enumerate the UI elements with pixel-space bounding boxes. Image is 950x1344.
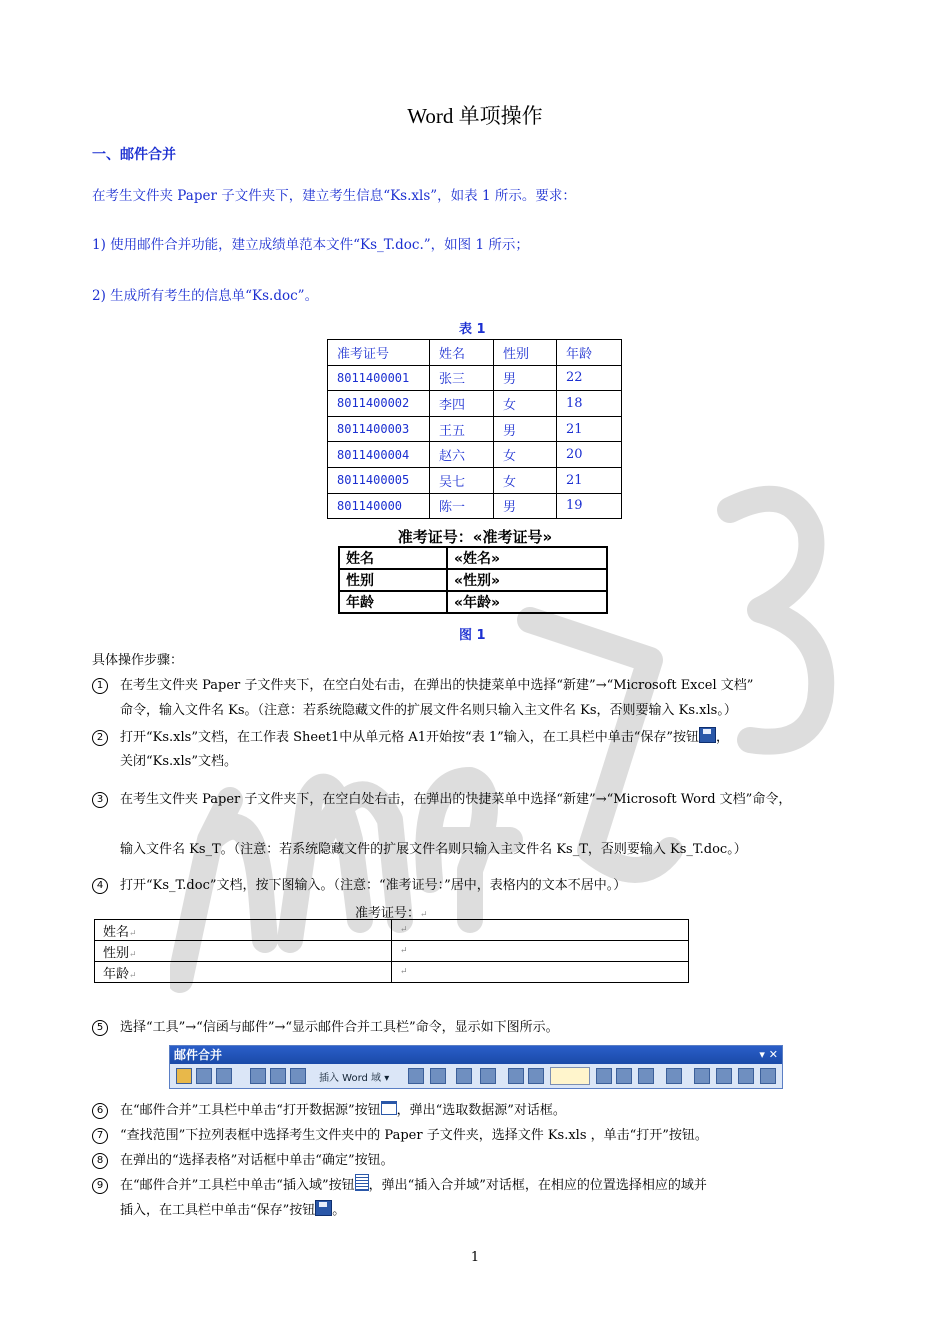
table-cell	[95, 920, 392, 941]
toolbar-title: 邮件合并	[174, 1048, 223, 1062]
step-2-continued: 关闭“Ks.xls”文档。	[120, 754, 237, 769]
table-cell: 吴七	[430, 467, 494, 493]
recipients-icon	[216, 1068, 232, 1084]
page-title: Word 单项操作	[407, 104, 543, 128]
table-cell: «年龄»	[447, 591, 607, 613]
table1-caption: 表 1	[459, 322, 486, 337]
step-2	[92, 726, 729, 746]
intro-text: 在考生文件夹 Paper 子文件夹下，建立考生信息“Ks.xls”，如表 1 所示。要求：	[92, 188, 576, 204]
table-cell: ↵	[392, 962, 689, 983]
table-cell: 女	[494, 442, 557, 468]
table-cell: 8011400002	[328, 391, 430, 417]
step-8	[92, 1149, 394, 1169]
table-header-row	[328, 340, 622, 366]
table-cell: ↵	[392, 941, 689, 962]
open-data-source-icon	[381, 1101, 397, 1115]
paragraph-mark: ↵	[129, 928, 137, 939]
step-text: 在考生文件夹 Paper 子文件夹下，在空白处右击，在弹出的快捷菜单中选择“新建”→“Microsoft Word 文档”命令，	[120, 792, 792, 807]
step-3-continued: 输入文件名 Ks_T。（注意：若系统隐藏文件的扩展文件名则只输入主文件名 Ks_T，否则要输入 Ks_T.doc。）	[120, 842, 747, 857]
table-row	[339, 591, 607, 613]
figure1-template-table	[338, 546, 608, 614]
table-header-cell: 性别	[494, 340, 557, 366]
table-row	[328, 442, 622, 468]
cell-text: 年龄	[103, 966, 130, 982]
step-9-continued	[120, 1199, 345, 1218]
table-cell: 女	[494, 391, 557, 417]
table-cell: 21	[557, 416, 622, 442]
table-header-cell: 年龄	[557, 340, 622, 366]
step-number: 9	[92, 1178, 108, 1194]
step-text-end: ，	[716, 730, 730, 745]
heading-text: 准考证号：	[355, 906, 421, 921]
table-cell	[95, 962, 392, 983]
view-merged-data-icon	[408, 1068, 424, 1084]
step-number: 1	[92, 678, 108, 694]
table-cell: 22	[557, 365, 622, 391]
toolbar-titlebar	[170, 1046, 782, 1064]
table-row	[95, 962, 689, 983]
table-cell: 21	[557, 467, 622, 493]
page-number: 1	[470, 1250, 480, 1265]
step-number: 8	[92, 1153, 108, 1169]
table-cell: 8011400004	[328, 442, 430, 468]
step-text: 在弹出的“选择表格”对话框中单击“确定”按钮。	[120, 1153, 394, 1168]
table-cell: 18	[557, 391, 622, 417]
toolbar-controls: ▾ ✕	[759, 1048, 778, 1061]
step-1-continued: 命令，输入文件名 Ks。（注意：若系统隐藏文件的扩展文件名则只输入主文件名 Ks，否则要输入 Ks.xls。）	[120, 703, 737, 718]
previous-record-icon	[528, 1068, 544, 1084]
table-row	[95, 941, 689, 962]
table-cell: 陈一	[430, 493, 494, 519]
step-1	[92, 674, 753, 694]
table-header-cell: 姓名	[430, 340, 494, 366]
figure1-caption: 图 1	[459, 628, 486, 643]
step-number: 3	[92, 792, 108, 808]
insert-merge-fields-icon	[290, 1068, 306, 1084]
step-9	[92, 1174, 707, 1194]
step-text-end: ，弹出“选取数据源”对话框。	[396, 1103, 566, 1118]
table-cell: 李四	[430, 391, 494, 417]
section-heading: 一、邮件合并	[92, 147, 176, 163]
requirement-1: 1) 使用邮件合并功能，建立成绩单范本文件“Ks_T.doc.”，如图 1 所示；	[92, 237, 529, 253]
find-entry-icon	[638, 1068, 654, 1084]
step-text-end: ，弹出“插入合并域”对话框，在相应的位置选择相应的域并	[368, 1178, 707, 1193]
student-info-table	[327, 339, 622, 519]
step-text: 选择“工具”→“信函与邮件”→“显示邮件合并工具栏”命令，显示如下图所示。	[120, 1020, 559, 1035]
table-header-cell: 准考证号	[328, 340, 430, 366]
table-row	[328, 467, 622, 493]
step-text: 在“邮件合并”工具栏中单击“插入域”按钮	[120, 1178, 355, 1193]
table-row	[95, 920, 689, 941]
first-record-icon	[508, 1068, 524, 1084]
table-cell: 张三	[430, 365, 494, 391]
step-6	[92, 1099, 566, 1119]
table-cell: 801140000	[328, 493, 430, 519]
record-number-box	[550, 1067, 590, 1085]
table-cell: «姓名»	[447, 547, 607, 569]
highlight-fields-icon	[430, 1068, 446, 1084]
table-row	[328, 416, 622, 442]
table-cell: 男	[494, 493, 557, 519]
step-text: 插入，在工具栏中单击“保存”按钮	[120, 1203, 316, 1218]
save-icon	[699, 727, 716, 743]
table-cell: 年龄	[339, 591, 447, 613]
table-cell: 男	[494, 365, 557, 391]
cell-text: 性别	[103, 945, 130, 961]
requirement-2: 2) 生成所有考生的信息单“Ks.doc”。	[92, 288, 319, 304]
cell-text: 姓名	[103, 924, 130, 940]
mail-merge-toolbar-image	[169, 1045, 783, 1089]
table-cell: 19	[557, 493, 622, 519]
table-cell: 姓名	[339, 547, 447, 569]
table-cell: 8011400005	[328, 467, 430, 493]
step-number: 4	[92, 878, 108, 894]
insert-word-field-menu: 插入 Word 域 ▾	[319, 1073, 390, 1084]
insert-address-block-icon	[250, 1068, 266, 1084]
table-cell: 8011400001	[328, 365, 430, 391]
step-text: “查找范围”下拉列表框中选择考生文件夹中的 Paper 子文件夹，选择文件 Ks.xls ，单击“打开”按钮。	[120, 1128, 708, 1143]
ks-t-input-table	[94, 919, 689, 983]
toolbar-buttons-row	[170, 1064, 782, 1088]
table-cell: «性别»	[447, 569, 607, 591]
paragraph-mark: ↵	[129, 970, 137, 981]
step-4	[92, 874, 626, 894]
propagate-labels-icon	[480, 1068, 496, 1084]
table-cell: 赵六	[430, 442, 494, 468]
step-number: 6	[92, 1103, 108, 1119]
insert-merge-field-icon	[355, 1174, 369, 1191]
step-text: 打开“Ks.xls”文档，在工作表 Sheet1中从单元格 A1开始按“表 1”输入，在工具栏中单击“保存”按钮	[120, 730, 700, 745]
next-record-icon	[596, 1068, 612, 1084]
table-cell: 性别	[339, 569, 447, 591]
table-row	[339, 547, 607, 569]
match-fields-icon	[456, 1068, 472, 1084]
table-cell: 20	[557, 442, 622, 468]
table-cell: 王五	[430, 416, 494, 442]
figure1-heading: 准考证号：«准考证号»	[397, 528, 553, 546]
merge-to-fax-icon	[760, 1068, 776, 1084]
merge-to-printer-icon	[716, 1068, 732, 1084]
open-data-source-icon	[196, 1068, 212, 1084]
main-document-icon	[176, 1068, 192, 1084]
table-row	[328, 493, 622, 519]
table-cell	[95, 941, 392, 962]
paragraph-mark: ↵	[420, 910, 428, 920]
step-number: 2	[92, 730, 108, 746]
step-number: 5	[92, 1020, 108, 1036]
table-cell: ↵	[392, 920, 689, 941]
step-text: 在“邮件合并”工具栏中单击“打开数据源”按钮	[120, 1103, 381, 1118]
step-number: 7	[92, 1128, 108, 1144]
check-errors-icon	[666, 1068, 682, 1084]
steps-heading: 具体操作步骤：	[92, 653, 184, 668]
table-row	[328, 391, 622, 417]
table-row	[339, 569, 607, 591]
merge-to-new-document-icon	[694, 1068, 710, 1084]
table-cell: 8011400003	[328, 416, 430, 442]
table-cell: 男	[494, 416, 557, 442]
paragraph-mark: ↵	[129, 949, 137, 960]
save-icon	[315, 1200, 332, 1216]
merge-to-email-icon	[738, 1068, 754, 1084]
step-3	[92, 788, 791, 808]
last-record-icon	[616, 1068, 632, 1084]
step-7	[92, 1124, 708, 1144]
step-5	[92, 1016, 559, 1036]
table-row	[328, 365, 622, 391]
step-text-end: 。	[332, 1203, 346, 1218]
step-text: 在考生文件夹 Paper 子文件夹下，在空白处右击，在弹出的快捷菜单中选择“新建”→“Microsoft Excel 文档”	[120, 678, 754, 693]
insert-greeting-icon	[270, 1068, 286, 1084]
table-cell: 女	[494, 467, 557, 493]
step-text: 打开“Ks_T.doc”文档，按下图输入。（注意：“准考证号：”居中，表格内的文本不居中。）	[120, 878, 627, 893]
